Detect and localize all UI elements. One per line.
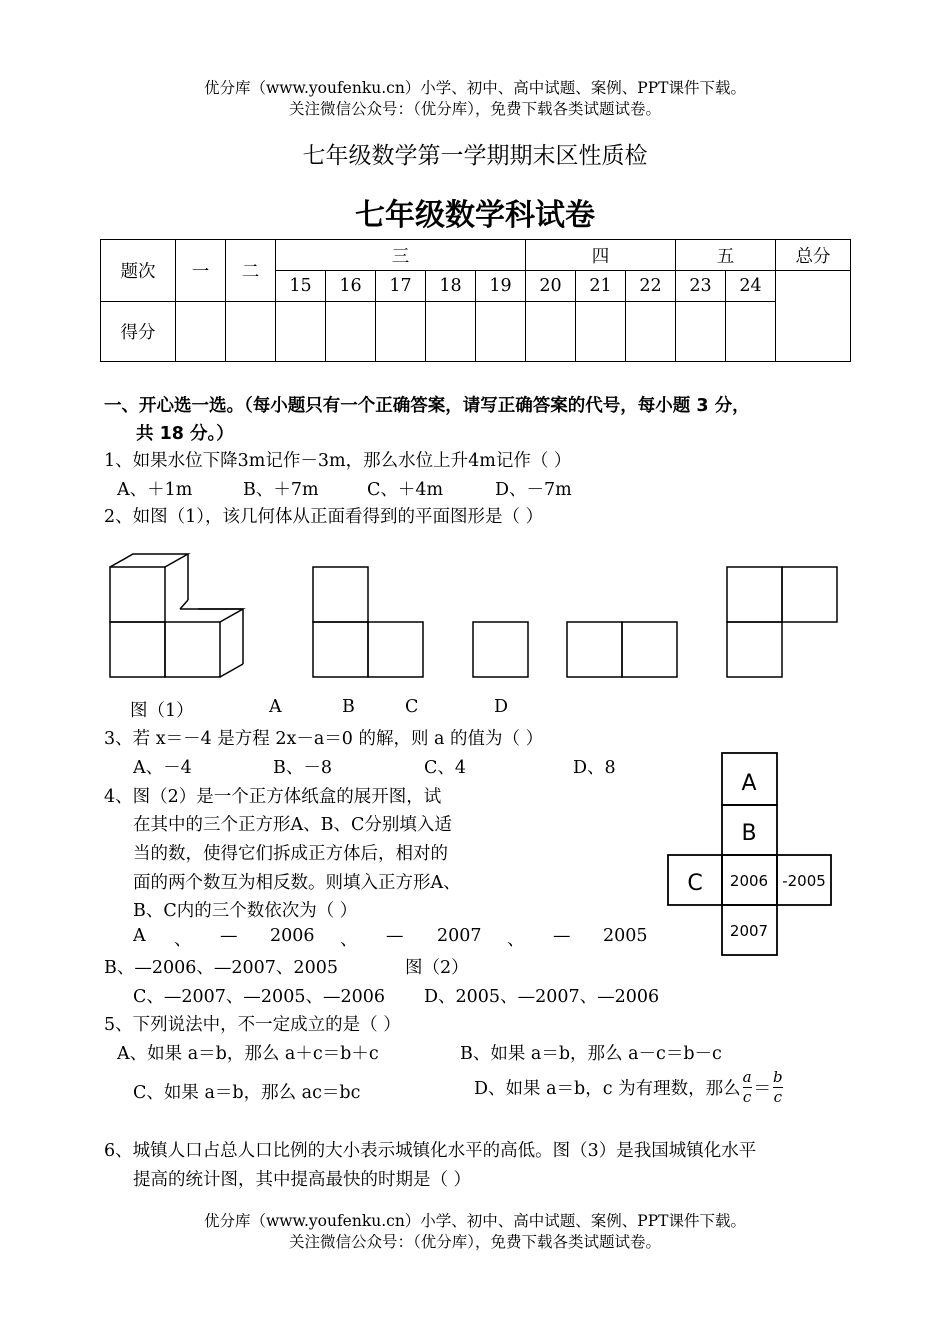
net-label-c: C <box>687 871 703 896</box>
question-4-option-a-part: — <box>220 926 238 946</box>
section-1-header: 一 <box>176 240 226 302</box>
question-number: 15 <box>276 271 326 302</box>
question-6-line-1: 6、城镇人口占总人口比例的大小表示城镇化水平的高低。图（3）是我国城镇化水平 <box>104 1141 757 1161</box>
footer-line-2: 关注微信公众号：（优分库），免费下载各类试题试卷。 <box>288 1233 661 1251</box>
exam-title: 七年级数学第一学期期末区性质检 <box>302 143 648 169</box>
score-cell <box>176 302 226 362</box>
question-4-line-4: 面的两个数互为相反数。则填入正方形A、 <box>133 873 461 893</box>
solid-figure-1 <box>110 554 243 677</box>
score-cell <box>526 302 576 362</box>
question-number: 24 <box>726 271 776 302</box>
question-number: 22 <box>626 271 676 302</box>
section-4-header: 四 <box>526 240 676 271</box>
row-label-questions: 题次 <box>101 240 176 302</box>
total-score-cell <box>776 271 851 362</box>
question-number: 23 <box>676 271 726 302</box>
section-5-header: 五 <box>676 240 776 271</box>
equals-sign: ＝ <box>753 1079 772 1099</box>
question-4-option-d: D、2005、—2007、—2006 <box>424 987 660 1007</box>
fraction-a-over-c <box>743 1068 752 1107</box>
score-cell <box>626 302 676 362</box>
section-heading-line-1: 一、开心选一选。（每小题只有一个正确答案，请写正确答案的代号，每小题 3 分， <box>104 396 750 416</box>
question-4-option-a-part: 、 <box>174 930 192 950</box>
question-4-option-a-part: 2007 <box>437 926 482 946</box>
question-number: 19 <box>476 271 526 302</box>
figure-label-a: A <box>269 697 282 717</box>
question-4-option-a-part: 、 <box>507 930 525 950</box>
footer-line-1: 优分库（www.youfenku.cn）小学、初中、高中试题、案例、PPT课件下载。 <box>203 1212 747 1230</box>
fraction-numerator: a <box>742 1068 752 1086</box>
question-5-option-a: A、如果 a＝b，那么 a＋c＝b＋c <box>117 1044 379 1064</box>
question-3-option-b: B、－8 <box>273 758 332 778</box>
score-cell <box>226 302 276 362</box>
header-line-1: 优分库（www.youfenku.cn）小学、初中、高中试题、案例、PPT课件下载。 <box>203 79 747 97</box>
figure-label-c: C <box>405 697 419 717</box>
question-number: 20 <box>526 271 576 302</box>
question-5-option-b: B、如果 a＝b，那么 a－c＝b－c <box>460 1044 722 1064</box>
question-4-option-a-part: — <box>386 926 404 946</box>
figure-label-d: D <box>494 697 509 717</box>
option-a-figure <box>313 567 423 677</box>
paper-title: 七年级数学科试卷 <box>355 198 595 233</box>
fraction-b-over-c <box>773 1068 783 1107</box>
score-cell <box>326 302 376 362</box>
score-cell <box>376 302 426 362</box>
question-4-line-1: 4、图（2）是一个正方体纸盒的展开图，试 <box>104 787 442 807</box>
section-3-header: 三 <box>276 240 526 271</box>
question-number: 16 <box>326 271 376 302</box>
question-5-option-d <box>474 1068 785 1107</box>
question-3-option-d: D、8 <box>573 758 616 778</box>
net-label-b: B <box>741 821 757 846</box>
net-bottom-value: 2007 <box>729 922 769 940</box>
question-3-option-a: A、－4 <box>133 758 192 778</box>
figure-label-b: B <box>342 697 355 717</box>
question-4-option-a-part: 、 <box>340 930 358 950</box>
score-cell <box>276 302 326 362</box>
score-cell <box>576 302 626 362</box>
question-number: 21 <box>576 271 626 302</box>
net-center-value: 2006 <box>729 872 769 890</box>
question-4-line-2: 在其中的三个正方形A、B、C分别填入适 <box>133 815 452 835</box>
question-4-option-a-part: 2006 <box>270 926 315 946</box>
question-2-stem: 2、如图（1），该几何体从正面看得到的平面图形是（ ） <box>104 507 544 527</box>
figure-2-label: 图（2） <box>405 958 469 978</box>
score-table <box>100 239 851 362</box>
score-cell <box>426 302 476 362</box>
score-cell <box>726 302 776 362</box>
fraction-denominator: c <box>773 1088 783 1106</box>
score-cell <box>476 302 526 362</box>
fraction-numerator: b <box>773 1068 783 1086</box>
question-1-option-b: B、＋7m <box>243 480 319 500</box>
question-number: 17 <box>376 271 426 302</box>
question-5-stem: 5、下列说法中，不一定成立的是（ ） <box>104 1015 401 1035</box>
question-4-option-a-part: A <box>133 926 146 946</box>
question-3-option-c: C、4 <box>424 758 467 778</box>
question-3-stem: 3、若 x＝－4 是方程 2x－a＝0 的解，则 a 的值为（ ） <box>104 729 544 749</box>
net-right-value: -2005 <box>782 872 826 890</box>
question-4-option-b: B、—2006、—2007、2005 <box>104 958 338 978</box>
option-b-figure <box>473 622 528 677</box>
question-4-option-c: C、—2007、—2005、—2006 <box>133 987 385 1007</box>
section-2-header: 二 <box>226 240 276 302</box>
score-cell <box>676 302 726 362</box>
question-4-line-3: 当的数，使得它们拆成正方体后，相对的 <box>133 844 448 864</box>
question-1-option-a: A、＋1m <box>117 480 193 500</box>
header-line-2: 关注微信公众号：（优分库），免费下载各类试题试卷。 <box>288 100 661 118</box>
question-4-option-a-part: — <box>553 926 571 946</box>
question-4-option-a-part: 2005 <box>603 926 648 946</box>
question-1-option-c: C、＋4m <box>367 480 444 500</box>
total-header: 总分 <box>776 240 851 271</box>
figure-1-label: 图（1） <box>130 701 194 721</box>
option-d-figure <box>727 567 837 677</box>
question-4-line-5: B、C内的三个数依次为（ ） <box>133 901 358 921</box>
question-1-option-d: D、－7m <box>495 480 572 500</box>
option-c-figure <box>567 622 677 677</box>
question-number: 18 <box>426 271 476 302</box>
cube-net-figure <box>660 745 840 960</box>
question-5-option-d-text: D、如果 a＝b，c 为有理数，那么 <box>474 1079 741 1099</box>
question-1-stem: 1、如果水位下降3m记作－3m，那么水位上升4m记作（ ） <box>104 451 572 471</box>
net-label-a: A <box>741 771 757 796</box>
question-5-option-c: C、如果 a＝b，那么 ac＝bc <box>133 1083 361 1103</box>
section-heading-line-2: 共 18 分。） <box>136 424 234 444</box>
question-6-line-2: 提高的统计图，其中提高最快的时期是（ ） <box>133 1170 472 1190</box>
question-2-figures <box>0 545 950 685</box>
fraction-denominator: c <box>742 1088 752 1106</box>
row-label-score: 得分 <box>101 302 176 362</box>
